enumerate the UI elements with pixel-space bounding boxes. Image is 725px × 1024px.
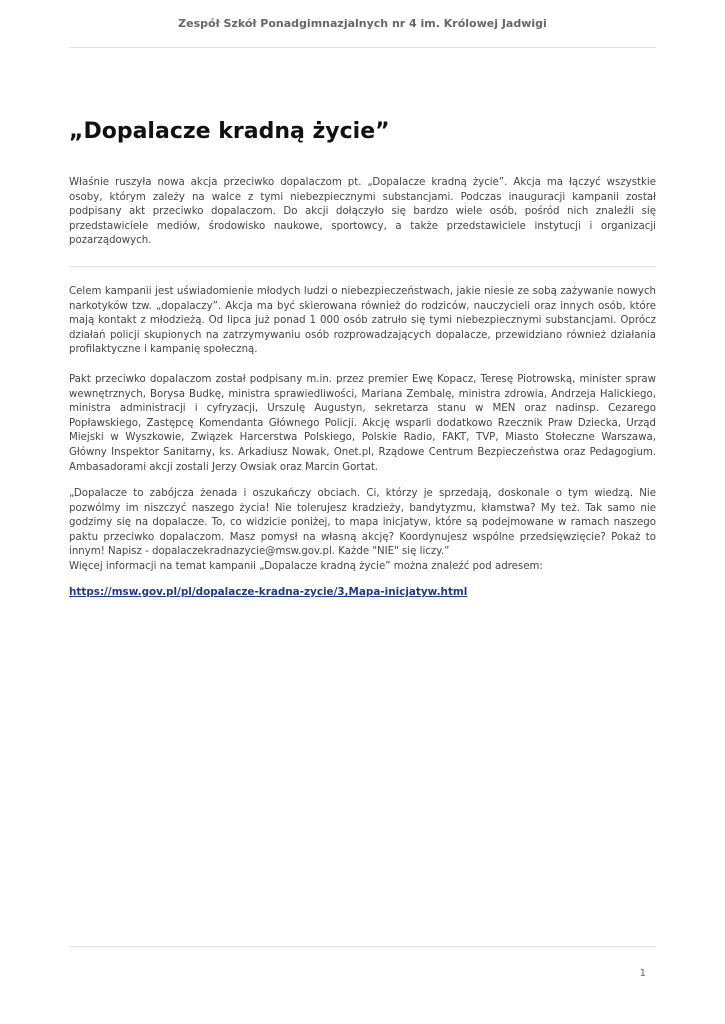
header-divider	[69, 47, 656, 48]
more-info-text: Więcej informacji na temat kampanii „Dopalacze kradną życie” można znaleźć pod adresem:	[69, 560, 543, 572]
goal-paragraph: Celem kampanii jest uświadomienie młodych ludzi o niebezpieczeństwach, jakie niesie ze sobą zażywanie nowych narkotyków tzw. „dopalaczy”. Akcja ma być skierowana również do rodziców, nauczycieli oraz innych osób, które mają kontakt z młodzieżą. Od lipca już ponad 1 000 osób zatruło się tymi niebezpiecznymi substancjami. Oprócz działań policji skupionych na zatrzymywaniu osób rozprowadzających dopalacze, przewidziano również działania profilaktyczne i kampanię społeczną.	[69, 286, 656, 356]
intro-paragraph: Właśnie ruszyła nowa akcja przeciwko dopalaczom pt. „Dopalacze kradną życie”. Akcja ma łączyć wszystkie osoby, którym zależy na walce z tymi niebezpiecznymi substancjami. Podczas inauguracji kampanii został podpisany akt przeciwko dopalaczom. Do akcji dołączyło się bardzo wiele osób, pośród nich znaleźli się przedstawiciele mediów, środowisko naukowe, sportowcy, a także przedstawiciele instytucji i organizacji pozarządowych.	[69, 177, 656, 247]
footer-divider	[69, 946, 656, 947]
article-title: „Dopalacze kradną życie”	[69, 119, 390, 144]
page-number: 1	[639, 968, 646, 979]
quote-paragraph: „Dopalacze to zabójcza żenada i oszukańczy obciach. Ci, którzy je sprzedają, doskonale o tym wiedzą. Nie pozwólmy im niszczyć naszego życia! Nie tolerujesz kradzieży, bandytyzmu, kłamstwa? My też. Tak samo nie godzimy się na dopalacze. To, co widzicie poniżej, to mapa inicjatyw, które są podejmowane w ramach naszego paktu przeciwko dopalaczom. Masz pomysł na własną akcję? Koordynujesz wspólne przedsięwzięcie? Pokaż to innym! Napisz - dopalaczekradnazycie@msw.gov.pl. Każde "NIE" się liczy.”	[69, 488, 656, 558]
campaign-map-link[interactable]: https://msw.gov.pl/pl/dopalacze-kradna-zycie/3,Mapa-inicjatyw.html	[69, 586, 468, 598]
school-header: Zespół Szkół Ponadgimnazjalnych nr 4 im. Królowej Jadwigi	[178, 17, 547, 30]
quote-block	[69, 487, 656, 575]
pact-paragraph: Pakt przeciwko dopalaczom został podpisany m.in. przez premier Ewę Kopacz, Teresę Piotrowską, minister spraw wewnętrznych, Borysa Budkę, ministra sprawiedliwości, Mariana Zembalę, ministra zdrowia, Andrzeja Halickiego, ministra administracji i cyfryzacji, Urszulę Augustyn, sekretarza stanu w MEN oraz nadinsp. Cezarego Popławskiego, Zastępcę Komendanta Głównego Policji. Akcję wsparli dodatkowo Rzecznik Praw Dziecka, Urząd Miejski w Wyszkowie, Związek Harcerstwa Polskiego, Polskie Radio, FAKT, TVP, Miasto Stołeczne Warszawa, Główny Inspektor Sanitarny, ks. Arkadiusz Nowak, Onet.pl, Rządowe Centrum Bezpieczeństwa oraz Pedagogium. Ambasadorami akcji zostali Jerzy Owsiak oraz Marcin Gortat.	[69, 374, 656, 473]
section-divider	[69, 266, 656, 267]
